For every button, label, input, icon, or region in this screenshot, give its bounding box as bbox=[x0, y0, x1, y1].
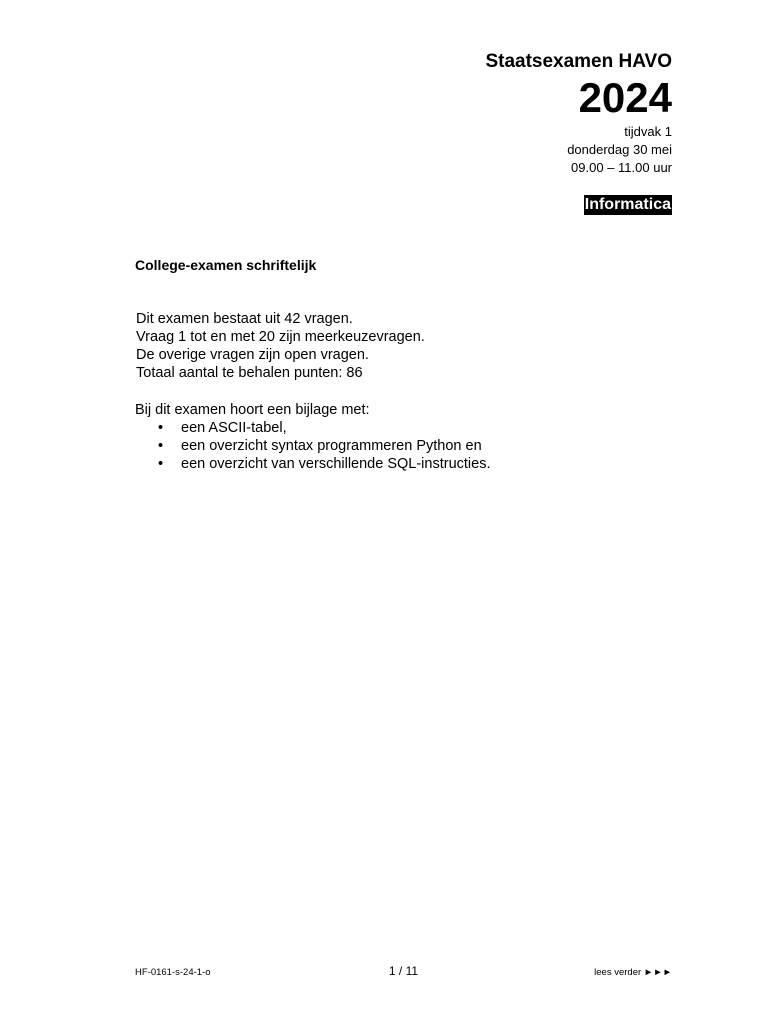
bullet-icon: • bbox=[158, 420, 164, 436]
subject-badge: Informatica bbox=[584, 196, 671, 213]
exam-year: 2024 bbox=[578, 74, 672, 121]
intro-line: De overige vragen zijn open vragen. bbox=[136, 347, 369, 363]
list-item bbox=[135, 437, 490, 455]
document-type: College-examen schriftelijk bbox=[135, 257, 317, 273]
list-item bbox=[135, 419, 490, 437]
continue-note: lees verder ►►► bbox=[594, 967, 672, 978]
attachment-item-label: een overzicht van verschillende SQL-instructies. bbox=[181, 456, 491, 472]
bullet-icon: • bbox=[158, 438, 164, 454]
exam-period: tijdvak 1 bbox=[624, 124, 672, 139]
list-item bbox=[135, 455, 490, 473]
exam-date: donderdag 30 mei bbox=[567, 142, 672, 157]
attachment-section bbox=[135, 401, 490, 473]
intro-line: Vraag 1 tot en met 20 zijn meerkeuzevragen. bbox=[136, 329, 425, 345]
exam-header bbox=[485, 50, 672, 215]
exam-intro bbox=[136, 310, 425, 382]
bullet-icon: • bbox=[158, 456, 164, 472]
page-footer bbox=[135, 964, 672, 982]
attachment-list bbox=[135, 419, 490, 473]
page-number: 1 / 11 bbox=[388, 964, 419, 978]
intro-line: Dit examen bestaat uit 42 vragen. bbox=[136, 311, 353, 327]
exam-time: 09.00 – 11.00 uur bbox=[571, 160, 672, 175]
exam-name: Staatsexamen HAVO bbox=[485, 51, 672, 72]
attachment-intro: Bij dit examen hoort een bijlage met: bbox=[135, 402, 370, 418]
attachment-item-label: een overzicht syntax programmeren Python en bbox=[181, 438, 482, 454]
intro-line: Totaal aantal te behalen punten: 86 bbox=[136, 365, 363, 381]
attachment-item-label: een ASCII-tabel, bbox=[181, 420, 287, 436]
exam-code: HF-0161-s-24-1-o bbox=[135, 967, 211, 978]
